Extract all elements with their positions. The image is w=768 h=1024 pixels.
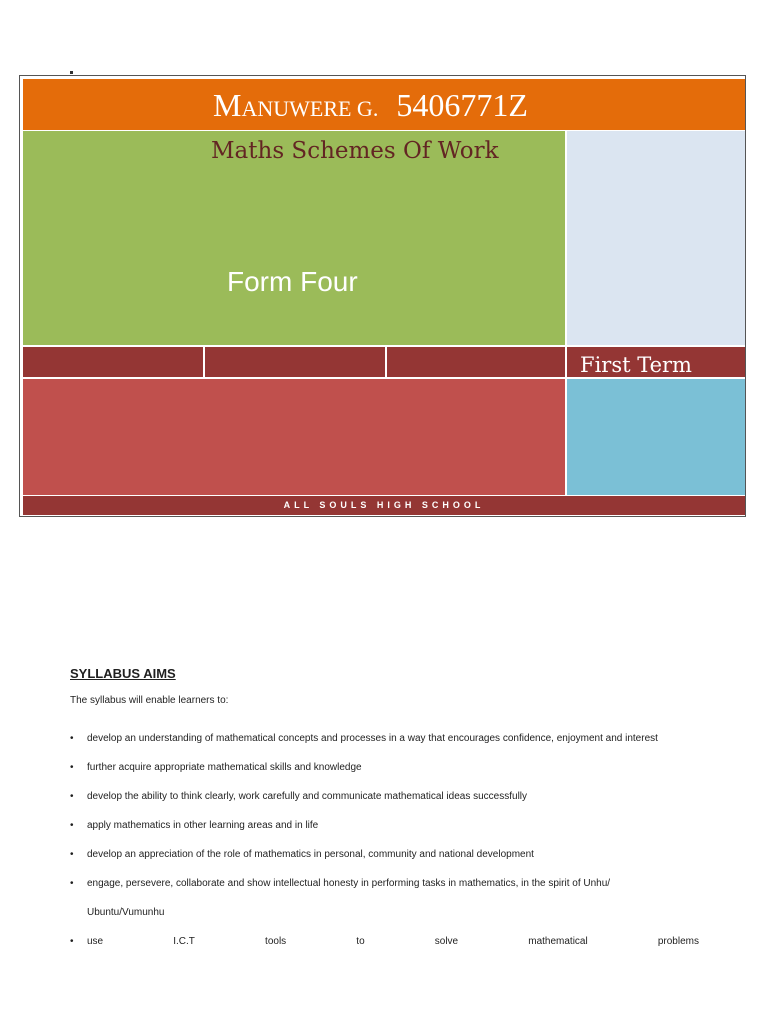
aim-text: develop an understanding of mathematical concepts and processes in a way that encourages confidence, enjoyment and interest xyxy=(87,733,658,744)
aim-text: develop the ability to think clearly, work carefully and communicate mathematical ideas successfully xyxy=(87,791,528,802)
bullet: • xyxy=(70,791,74,802)
aim-word: solve xyxy=(434,936,459,947)
bullet: • xyxy=(70,820,74,831)
aim-text: engage, persevere, collaborate and show intellectual honesty in performing tasks in mathematics, in the spirit of Unhu/ xyxy=(87,878,611,889)
aim-word: problems xyxy=(657,936,699,947)
aim-text-continuation: Ubuntu/Vumunhu xyxy=(87,907,165,918)
aim-word: mathematical xyxy=(528,936,588,947)
cover-lower-block xyxy=(23,379,565,495)
cover-lower-side-block xyxy=(567,379,745,495)
author-name-and-id xyxy=(213,85,528,129)
author-initial: M xyxy=(213,87,242,123)
syllabus-intro: The syllabus will enable learners to: xyxy=(70,695,229,706)
cover-page-banner xyxy=(19,75,746,517)
cover-band-segment xyxy=(23,347,203,377)
cover-header-bar xyxy=(23,79,745,130)
cover-title-block xyxy=(23,131,565,345)
aim-text: develop an appreciation of the role of mathematics in personal, community and national development xyxy=(87,849,534,860)
bullet: • xyxy=(70,849,74,860)
cover-side-block xyxy=(567,131,745,345)
aim-text-justified xyxy=(87,935,699,949)
cover-band-segment xyxy=(205,347,385,377)
aim-word: to xyxy=(356,936,365,947)
term-label: First Term xyxy=(580,353,692,377)
aim-word: use xyxy=(87,936,104,947)
aim-text: further acquire appropriate mathematical skills and knowledge xyxy=(87,762,362,773)
bullet: • xyxy=(70,762,74,773)
aim-word: I.C.T xyxy=(173,936,195,947)
bullet: • xyxy=(70,936,74,947)
aim-word: tools xyxy=(265,936,287,947)
aim-text: apply mathematics in other learning areas and in life xyxy=(87,820,319,831)
school-name: ALL SOULS HIGH SCHOOL xyxy=(23,496,745,515)
form-level: Form Four xyxy=(227,266,358,297)
cover-band-segment xyxy=(387,347,565,377)
page-mark xyxy=(70,71,73,74)
author-name-rest: ANUWERE G. xyxy=(241,96,379,121)
bullet: • xyxy=(70,733,74,744)
bullet: • xyxy=(70,878,74,889)
document-title: Maths Schemes Of Work xyxy=(211,138,499,164)
author-id: 5406771Z xyxy=(396,87,528,123)
cover-term-cell xyxy=(567,347,745,377)
syllabus-aims-heading: SYLLABUS AIMS xyxy=(70,666,176,681)
